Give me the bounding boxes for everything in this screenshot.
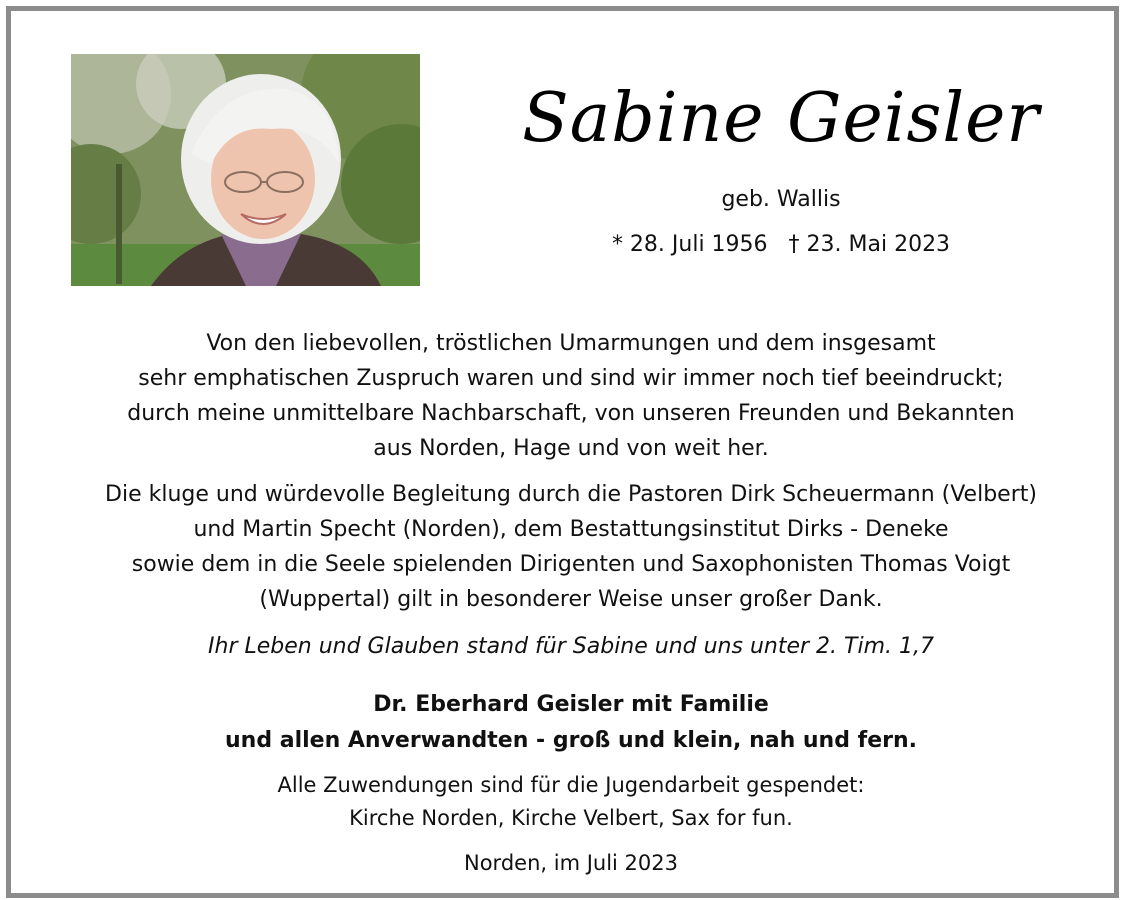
deceased-name: Sabine Geisler [522,79,1040,158]
signature-line: und allen Anverwandten - groß und klein, nah und fern. [225,728,917,753]
thanks-paragraph-2 [51,477,1091,617]
thanks-paragraph-1 [51,326,1091,466]
paragraph-line: und Martin Specht (Norden), dem Bestattungsinstitut Dirks - Deneke [193,517,949,542]
paragraph-line: sowie dem in die Seele spielenden Dirigenten und Saxophonisten Thomas Voigt [131,552,1011,577]
paragraph-line: aus Norden, Hage und von weit her. [373,436,769,461]
signature-line: Dr. Eberhard Geisler mit Familie [373,692,769,717]
birth-name: geb. Wallis [721,187,841,212]
signature-block [51,687,1091,759]
obituary-frame [6,6,1119,898]
donation-note [51,769,1091,835]
place-and-date: Norden, im Juli 2023 [464,851,678,875]
donation-line: Alle Zuwendungen sind für die Jugendarbeit gespendet: [277,773,865,797]
bible-verse: Ihr Leben und Glauben stand für Sabine und uns unter 2. Tim. 1,7 [208,634,934,659]
paragraph-line: Die kluge und würdevolle Begleitung durch die Pastoren Dirk Scheuermann (Velbert) [105,482,1037,507]
paragraph-line: sehr emphatischen Zuspruch waren und sind wir immer noch tief beeindruckt; [138,366,1004,391]
paragraph-line: durch meine unmittelbare Nachbarschaft, von unseren Freunden und Bekannten [127,401,1015,426]
portrait-photo [71,54,420,286]
paragraph-line: Von den liebevollen, tröstlichen Umarmungen und dem insgesamt [206,331,936,356]
donation-line: Kirche Norden, Kirche Velbert, Sax for fun. [349,806,793,830]
portrait-image [71,54,420,286]
life-dates: * 28. Juli 1956 † 23. Mai 2023 [611,232,951,257]
paragraph-line: (Wuppertal) gilt in besonderer Weise unser großer Dank. [259,587,883,612]
